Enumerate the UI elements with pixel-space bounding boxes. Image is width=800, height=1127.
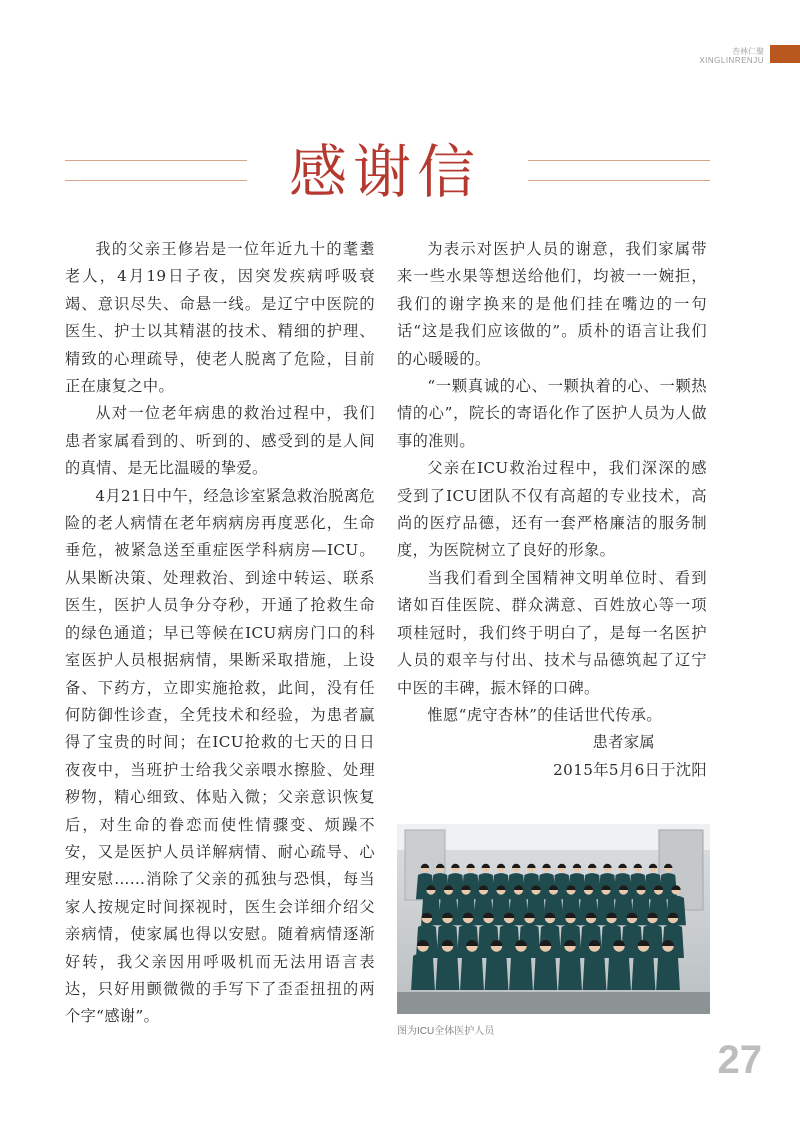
paragraph: 当我们看到全国精神文明单位时、看到诸如百佳医院、群众满意、百姓放心等一项项桂冠时，我们终于明白了，是每一名医护人员的艰辛与付出、技术与品德筑起了辽宁中医的丰碑，振木铎的口碑。 [397, 568, 707, 697]
letter-title: 感谢信 [288, 138, 481, 206]
page-number: 27 [717, 1038, 762, 1082]
title-rule-right-bottom [528, 180, 710, 181]
title-rule-left-top [65, 160, 247, 161]
paragraph: 父亲在ICU救治过程中，我们深深的感受到了ICU团队不仅有高超的专业技术，高尚的医疗品德，还有一套严格廉洁的服务制度，为医院树立了良好的形象。 [397, 459, 707, 560]
paragraph: 4月21日中午，经急诊室紧急救治脱离危险的老人病情在老年病病房再度恶化，生命垂危，被紧急送至重症医学科病房—ICU。从果断决策、处理救治、到途中转运、联系医生，医护人员争分夺秒，开通了抢救生命的绿色通道；早已等候在ICU病房门口的科室医护人员根据病情，果断采取措施，上设备、下药方，立即实施抢救，此间，没有任何防御性诊查，全凭技术和经验，为患者赢得了宝贵的时间；在ICU抢救的七天的日日夜夜中，当班护士给我父亲喂水擦脸、处理秽物，精心细致、体贴入微；父亲意识恢复后，对生命的眷恋而使性情骤变、烦躁不安，又是医护人员详解病情、耐心疏导、心理安慰……消除了父亲的孤独与恐惧，每当家人按规定时间探视时，医生会详细介绍父亲病情，使家属也得以安慰。随着病情逐渐好转，我父亲因用呼吸机而无法用语言表达，只好用颤微微的手写下了歪歪扭扭的两个字“感谢”。 [65, 486, 375, 1026]
body-column-right [397, 236, 707, 784]
signature-from: 患者家属 [592, 733, 655, 752]
title-rule-right-top [528, 160, 710, 161]
section-title-en: XINGLINRENJU [699, 56, 764, 65]
signature-date: 2015年5月6日于沈阳 [553, 760, 707, 779]
header-accent-bar [770, 45, 800, 63]
paragraph: “一颗真诚的心、一颗执着的心、一颗热情的心”，院长的寄语化作了医护人员为人做事的准则。 [397, 377, 707, 450]
group-photo [397, 824, 710, 1014]
photo-caption: 图为ICU全体医护人员 [397, 1026, 495, 1037]
title-rule-left-bottom [65, 180, 247, 181]
section-title: 杏林仁聚 [732, 47, 764, 56]
paragraph: 我的父亲王修岩是一位年近九十的耄耋老人，4月19日子夜，因突发疾病呼吸衰竭、意识尽失、命悬一线。是辽宁中医院的医生、护士以其精湛的技术、精细的护理、精致的心理疏导，使老人脱离了危险，目前正在康复之中。 [65, 240, 375, 396]
body-column-left [65, 236, 375, 1031]
paragraph: 为表示对医护人员的谢意，我们家属带来一些水果等想送给他们，均被一一婉拒，我们的谢字换来的是他们挂在嘴边的一句话“这是我们应该做的”。质朴的语言让我们的心暖暖的。 [397, 240, 707, 368]
paragraph: 惟愿“虎守杏林”的佳话世代传承。 [427, 705, 662, 724]
paragraph: 从对一位老年病患的救治过程中，我们患者家属看到的、听到的、感受到的是人间的真情、是无比温暖的挚爱。 [65, 404, 375, 478]
